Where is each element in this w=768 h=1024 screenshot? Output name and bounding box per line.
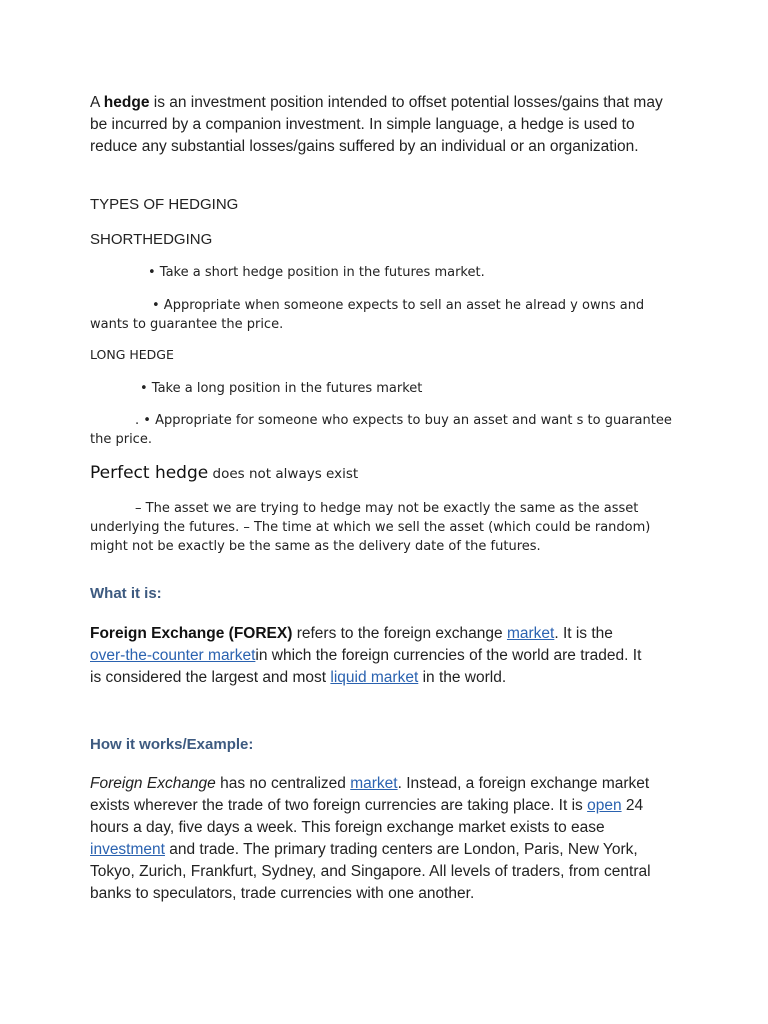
hedge-term: hedge [103,94,150,111]
market-link[interactable]: market [506,625,555,642]
liquid-market-link[interactable]: liquid market [330,669,419,686]
fe-text-1: has no centralized [215,775,351,792]
long-hedge-heading: LONG HEDGE [90,347,174,362]
forex-paragraph [90,623,650,689]
forex-term: Foreign Exchange (FOREX) [90,625,293,642]
fe-text-3: 24 hours a day, five days a week. This foreign exchange market exists to ease [90,797,644,836]
short-bullet-1: • Take a short hedge position in the futures market. [148,265,485,280]
forex-text-2: . It is the [554,625,613,642]
fe-text-4: and trade. The primary trading centers are London, Paris, New York, Tokyo, Zurich, Frankfurt, Sydney, and Singapore. All levels of traders, from central banks to speculators, trade currencies with one another. [90,841,651,902]
how-it-works-heading: How it works/Example: [90,736,254,753]
asset-paragraph: – The asset we are trying to hedge may not be exactly the same as the asset underlying the futures. – The time at which we sell the asset (which could be random) might not be exactly be the same as the delivery date of the futures. [90,501,651,554]
forex-text-1: refers to the foreign exchange [292,625,507,642]
types-heading: TYPES OF HEDGING [90,196,239,213]
long-bullet-2: . • Appropriate for someone who expects to buy an asset and want s to guarantee the price. [90,413,672,447]
otc-market-link[interactable]: over-the-counter market [90,647,256,664]
forex-text-4: in the world. [418,669,507,686]
intro-a: A [90,94,104,111]
long-bullet-1: • Take a long position in the futures market [140,381,423,396]
foreign-exchange-paragraph [90,773,680,905]
fe-term: Foreign Exchange [90,775,216,792]
perfect-hedge-line [90,462,680,485]
short-bullet-2: • Appropriate when someone expects to sell an asset he alread y owns and wants to guarantee the price. [90,298,645,332]
intro-rest: is an investment position intended to offset potential losses/gains that may be incurred by a companion investment. In simple language, a hedge is used to reduce any substantial losses/gains suffered by an individual or an organization. [90,94,663,155]
fe-market-link[interactable]: market [350,775,398,792]
short-hedging-heading: SHORTHEDGING [90,231,213,248]
what-it-is-heading: What it is: [90,585,162,602]
perfect-hedge-term: Perfect hedge [90,463,209,483]
perfect-hedge-rest: does not always exist [208,466,359,482]
intro-paragraph [90,92,670,158]
investment-link[interactable]: investment [90,841,165,858]
open-link[interactable]: open [587,797,622,814]
forex-text-3: in which the foreign currencies of the world are traded. It is considered the largest and most [90,647,642,686]
fe-text-2: . Instead, a foreign exchange market exists wherever the trade of two foreign currencies are taking place. It is [90,775,650,814]
